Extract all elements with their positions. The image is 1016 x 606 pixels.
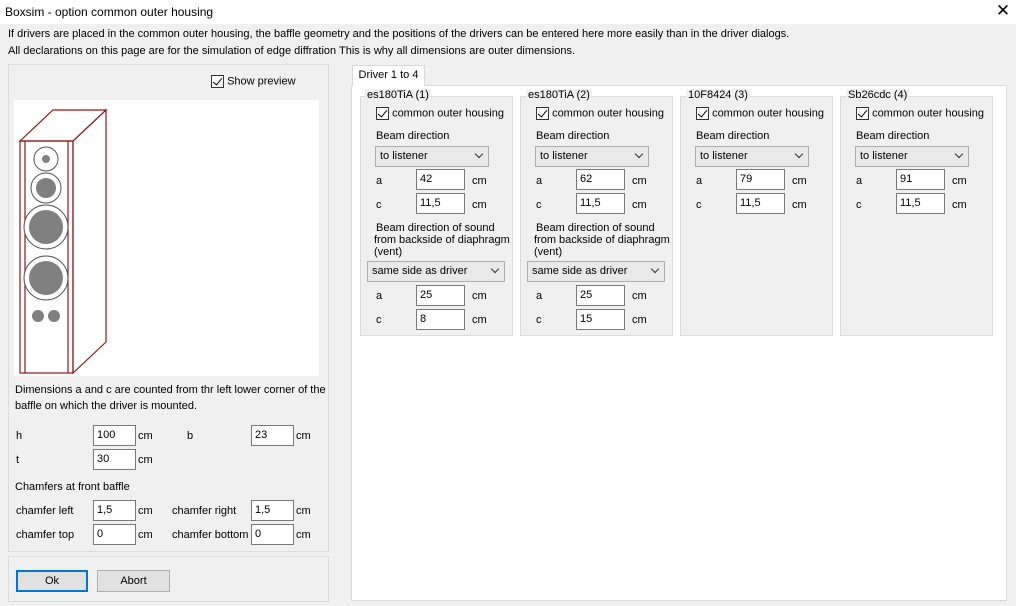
driver-2-title: es180TiA (2) xyxy=(528,89,590,101)
chamfer-left-input[interactable]: 1,5 xyxy=(93,500,136,521)
driver-1-beam-value: to listener xyxy=(380,150,428,162)
chamfer-top-label: chamfer top xyxy=(16,529,75,541)
driver-1-a2-unit: cm xyxy=(472,290,487,302)
driver-2-a2-unit: cm xyxy=(632,290,647,302)
ok-button[interactable]: Ok xyxy=(16,570,88,592)
driver-2-back-select[interactable] xyxy=(527,261,665,282)
chamfer-right-unit: cm xyxy=(296,505,311,517)
tab-driver-1-to-4[interactable]: Driver 1 to 4 xyxy=(352,65,425,86)
checkbox-checked-icon xyxy=(536,107,549,120)
driver-2-a-input[interactable]: 62 xyxy=(576,169,625,190)
chevron-down-icon xyxy=(795,150,803,158)
driver-2-beam-label: Beam direction xyxy=(536,130,610,142)
t-input[interactable]: 30 xyxy=(93,449,136,470)
chamfer-top-unit: cm xyxy=(138,529,153,541)
driver-2-back-label-1: Beam direction of sound xyxy=(536,222,655,234)
driver-4-title: Sb26cdc (4) xyxy=(848,89,908,101)
b-label: b xyxy=(187,430,194,442)
checkbox-checked-icon xyxy=(696,107,709,120)
driver-2-housing-checkbox[interactable] xyxy=(536,107,664,120)
speaker-housing-drawing xyxy=(14,100,319,376)
driver-4-c-input[interactable]: 11,5 xyxy=(896,193,945,214)
driver-4-c-label: c xyxy=(856,199,862,211)
h-input[interactable]: 100 xyxy=(93,425,136,446)
chevron-down-icon xyxy=(475,150,483,158)
abort-button[interactable]: Abort xyxy=(97,570,170,592)
housing-side-face xyxy=(73,110,106,373)
driver-3-c-label: c xyxy=(696,199,702,211)
driver-4-housing-label: common outer housing xyxy=(872,107,984,120)
checkbox-checked-icon xyxy=(211,75,224,88)
driver-2-back-label-2: from backside of diaphragm xyxy=(534,234,670,246)
checkbox-checked-icon xyxy=(376,107,389,120)
driver-3-c-unit: cm xyxy=(792,199,807,211)
driver-3-beam-select[interactable] xyxy=(695,146,809,167)
b-unit: cm xyxy=(296,430,311,442)
driver-3-housing-label: common outer housing xyxy=(712,107,824,120)
driver-1-a2-label: a xyxy=(376,290,383,302)
driver-1-title: es180TiA (1) xyxy=(367,89,429,101)
chamfer-left-unit: cm xyxy=(138,505,153,517)
driver-1-housing-checkbox[interactable] xyxy=(376,107,504,120)
chamfers-title: Chamfers at front baffle xyxy=(15,481,130,493)
driver-3-title: 10F8424 (3) xyxy=(688,89,748,101)
driver-1-back-select[interactable] xyxy=(367,261,505,282)
driver-3-beam-label: Beam direction xyxy=(696,130,770,142)
driver-3-a-input[interactable]: 79 xyxy=(736,169,785,190)
driver-4-a-label: a xyxy=(856,175,863,187)
dimensions-note-2: baffle on which the driver is mounted. xyxy=(15,400,198,412)
driver-2-a2-input[interactable]: 25 xyxy=(576,285,625,306)
driver-2-back-label-3: (vent) xyxy=(534,246,563,258)
chamfer-bottom-label: chamfer bottom xyxy=(172,529,249,541)
housing-preview xyxy=(14,100,319,376)
chevron-down-icon xyxy=(651,265,659,273)
driver-2-housing-label: common outer housing xyxy=(552,107,664,120)
driver-2-beam-value: to listener xyxy=(540,150,588,162)
chevron-down-icon xyxy=(955,150,963,158)
driver-4-beam-label: Beam direction xyxy=(856,130,930,142)
driver-1-back-label-3: (vent) xyxy=(374,246,403,258)
driver-1-a2-input[interactable]: 25 xyxy=(416,285,465,306)
driver-2-c2-input[interactable]: 15 xyxy=(576,309,625,330)
b-input[interactable]: 23 xyxy=(251,425,294,446)
woofer-cone-2 xyxy=(29,261,63,295)
driver-2-c2-label: c xyxy=(536,314,542,326)
info-line-1: If drivers are placed in the common outer housing, the baffle geometry and the positions of the drivers can be entered here more easily than in the driver dialogs. xyxy=(8,28,790,40)
chamfer-bottom-input[interactable]: 0 xyxy=(251,524,294,545)
driver-1-beam-label: Beam direction xyxy=(376,130,450,142)
close-icon[interactable]: ✕ xyxy=(995,1,1011,20)
driver-4-housing-checkbox[interactable] xyxy=(856,107,984,120)
driver-1-c2-label: c xyxy=(376,314,382,326)
driver-1-back-label-1: Beam direction of sound xyxy=(376,222,495,234)
driver-3-a-unit: cm xyxy=(792,175,807,187)
driver-1-back-value: same side as driver xyxy=(372,265,468,277)
vent-port-2 xyxy=(48,310,60,322)
housing-top-face xyxy=(20,110,106,141)
driver-1-c2-unit: cm xyxy=(472,314,487,326)
h-unit: cm xyxy=(138,430,153,442)
t-unit: cm xyxy=(138,454,153,466)
tweeter-dome xyxy=(42,155,50,163)
driver-3-c-input[interactable]: 11,5 xyxy=(736,193,785,214)
show-preview-label: Show preview xyxy=(227,75,296,88)
driver-1-beam-select[interactable] xyxy=(375,146,489,167)
driver-1-c-input[interactable]: 11,5 xyxy=(416,193,465,214)
driver-1-a-label: a xyxy=(376,175,383,187)
chevron-down-icon xyxy=(635,150,643,158)
driver-2-c-label: c xyxy=(536,199,542,211)
chamfer-top-input[interactable]: 0 xyxy=(93,524,136,545)
dimensions-note-1: Dimensions a and c are counted from thr left lower corner of the xyxy=(15,384,326,396)
chevron-down-icon xyxy=(491,265,499,273)
window-title: Boxsim - option common outer housing xyxy=(5,5,214,19)
driver-1-housing-label: common outer housing xyxy=(392,107,504,120)
woofer-cone-1 xyxy=(29,210,63,244)
info-line-2: All declarations on this page are for the simulation of edge diffration This is why all dimensions are outer dimensions. xyxy=(8,45,576,57)
driver-2-c2-unit: cm xyxy=(632,314,647,326)
driver-1-back-label-2: from backside of diaphragm xyxy=(374,234,510,246)
driver-4-a-unit: cm xyxy=(952,175,967,187)
driver-1-c-label: c xyxy=(376,199,382,211)
driver-4-beam-select[interactable] xyxy=(855,146,969,167)
driver-4-beam-value: to listener xyxy=(860,150,908,162)
chamfer-right-input[interactable]: 1,5 xyxy=(251,500,294,521)
driver-3-beam-value: to listener xyxy=(700,150,748,162)
driver-3-a-label: a xyxy=(696,175,703,187)
driver-2-beam-select[interactable] xyxy=(535,146,649,167)
midrange-cone xyxy=(36,178,56,198)
driver-2-a-unit: cm xyxy=(632,175,647,187)
driver-1-c-unit: cm xyxy=(472,199,487,211)
vent-port-1 xyxy=(32,310,44,322)
driver-3-housing-checkbox[interactable] xyxy=(696,107,824,120)
driver-2-a-label: a xyxy=(536,175,543,187)
driver-1-a-unit: cm xyxy=(472,175,487,187)
driver-1-c2-input[interactable]: 8 xyxy=(416,309,465,330)
driver-4-a-input[interactable]: 91 xyxy=(896,169,945,190)
chamfer-right-label: chamfer right xyxy=(172,505,237,517)
driver-2-c-input[interactable]: 11,5 xyxy=(576,193,625,214)
driver-4-c-unit: cm xyxy=(952,199,967,211)
driver-2-c-unit: cm xyxy=(632,199,647,211)
chamfer-bottom-unit: cm xyxy=(296,529,311,541)
show-preview-checkbox[interactable] xyxy=(211,75,296,88)
driver-2-a2-label: a xyxy=(536,290,543,302)
h-label: h xyxy=(16,430,23,442)
driver-1-a-input[interactable]: 42 xyxy=(416,169,465,190)
t-label: t xyxy=(16,454,20,466)
driver-2-back-value: same side as driver xyxy=(532,265,628,277)
checkbox-checked-icon xyxy=(856,107,869,120)
chamfer-left-label: chamfer left xyxy=(16,505,74,517)
